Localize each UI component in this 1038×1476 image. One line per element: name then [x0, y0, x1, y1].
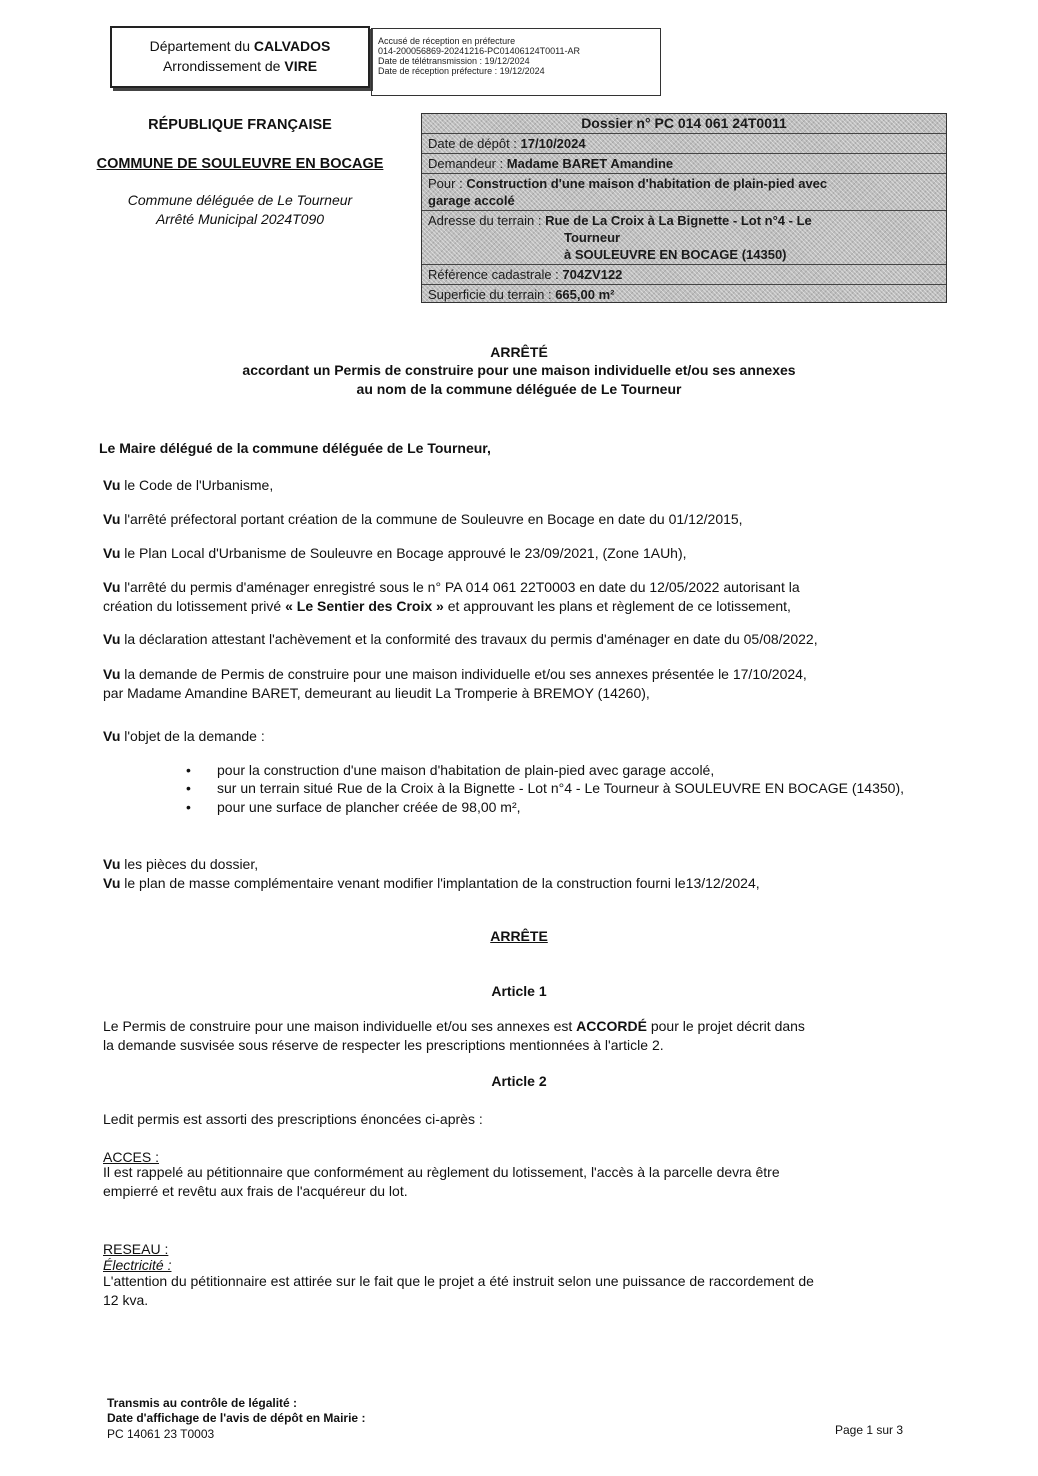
arrete-subtitle: accordant un Permis de construire pour une maison individuelle et/ou ses annexes: [242, 362, 796, 378]
vu-declaration-achevement: Vu la déclaration attestant l'achèvement et la conformité des travaux du permis d'aménager en date du 05/08/2022,: [103, 631, 818, 647]
dossier-reference-row: Référence cadastrale : 704ZV122: [422, 265, 946, 285]
article2-text: Ledit permis est assorti des prescriptions énoncées ci-après :: [103, 1111, 483, 1127]
dossier-demandeur-value: Madame BARET Amandine: [506, 156, 674, 171]
footer-reference: PC 14061 23 T0003: [107, 1427, 215, 1441]
stamp-line: Accusé de réception en préfecture: [378, 36, 516, 46]
dossier-superficie-row: Superficie du terrain : 665,00 m²: [428, 287, 615, 302]
lotissement-name: « Le Sentier des Croix »: [285, 598, 444, 614]
dossier-adresse-value: Rue de La Croix à La Bignette - Lot n°4 - Le: [545, 213, 812, 228]
dossier-pour-value: Construction d'une maison d'habitation de plain-pied avec: [466, 176, 828, 191]
dossier-reference-value: 704ZV122: [562, 267, 623, 282]
stamp-line: 014-200056869-20241216-PC01406124T0011-AR: [378, 46, 580, 56]
department-name: CALVADOS: [253, 38, 331, 54]
objet-list: [150, 762, 920, 816]
acces-heading: ACCES :: [103, 1149, 160, 1165]
commune-deleguee: Commune déléguée de Le Tourneur: [127, 192, 353, 208]
stamp-line: Date de télétransmission : 19/12/2024: [378, 56, 530, 66]
footer-date-affichage: Date d'affichage de l'avis de dépôt en Mairie :: [107, 1411, 366, 1425]
department-line: Département du CALVADOS: [149, 38, 331, 54]
dossier-adresse-row: Adresse du terrain : Rue de La Croix à La Bignette - Lot n°4 - Le Tourneur à SOULEUVRE EN BOCAGE (14350): [422, 211, 946, 265]
dossier-date-value: 17/10/2024: [520, 136, 586, 151]
arrete-title: ARRÊTÉ: [490, 344, 548, 360]
article1-text: Le Permis de construire pour une maison individuelle et/ou ses annexes est ACCORDÉ pour le projet décrit dans la demande susvisée sous réserve de respecter les prescriptions mentionnées à l'article 2.: [103, 1018, 805, 1053]
arrondissement-name: VIRE: [284, 58, 318, 74]
dossier-pour-value-cont: garage accolé: [428, 193, 515, 208]
dossier-pour-row: Pour : Construction d'une maison d'habitation de plain-pied avec garage accolé: [422, 174, 946, 211]
stamp-line: Date de réception préfecture : 19/12/2024: [378, 66, 545, 76]
page-number: Page 1 sur 3: [835, 1423, 904, 1437]
electricite-heading: Électricité :: [103, 1257, 172, 1273]
commune-heading: COMMUNE DE SOULEUVRE EN BOCAGE: [96, 156, 384, 172]
vu-objet: Vu l'objet de la demande :: [103, 728, 265, 744]
dossier-info-box: [421, 113, 947, 303]
dossier-superficie-value: 665,00 m²: [555, 287, 615, 302]
acces-text: Il est rappelé au pétitionnaire que conformément au règlement du lotissement, l'accès à la parcelle devra être empierré et revêtu aux frais de l'acquéreur du lot.: [103, 1164, 780, 1199]
article2-title: Article 2: [491, 1073, 547, 1089]
dossier-number: Dossier n° PC 014 061 24T0011: [422, 114, 946, 134]
vu-code-urbanisme: Vu le Code de l'Urbanisme,: [103, 477, 274, 493]
dossier-demandeur-row: Demandeur : Madame BARET Amandine: [422, 154, 946, 174]
dossier-adresse-value-cont: Tourneur: [564, 230, 621, 245]
commune-deleguee-name: Le Tourneur: [277, 192, 353, 208]
vu-demande: Vu la demande de Permis de construire pour une maison individuelle et/ou ses annexes présentée le 17/10/2024, par Madame Amandine BARET, demeurant au lieudit La Tromperie à BREMOY (14260),: [103, 666, 807, 701]
vu-plu: Vu le Plan Local d'Urbanisme de Souleuvre en Bocage approuvé le 23/09/2021, (Zone 1AUh),: [103, 545, 687, 561]
vu-permis-amenager: Vu l'arrêté du permis d'aménager enregistré sous le n° PA 014 061 22T0003 en date du 12/05/2022 autorisant la création du lotissement privé « Le Sentier des Croix » et approuvant les plans et règlement de ce lotissement,: [103, 579, 800, 614]
arrete-number: Arrêté Municipal 2024T090: [155, 211, 325, 227]
dossier-date-row: Date de dépôt : 17/10/2024: [422, 134, 946, 154]
department-box: [110, 26, 370, 88]
list-item: • sur un terrain situé Rue de la Croix à la Bignette - Lot n°4 - Le Tourneur à SOULEUVRE EN BOCAGE (14350),: [150, 780, 920, 797]
arrondissement-line: Arrondissement de VIRE: [162, 58, 318, 74]
arrete-heading: ARRÊTE: [490, 928, 548, 944]
electricite-text: L'attention du pétitionnaire est attirée sur le fait que le projet a été instruit selon une puissance de raccordement de 12 kva.: [103, 1273, 814, 1308]
maire-line: Le Maire délégué de la commune déléguée de Le Tourneur,: [99, 440, 491, 456]
dossier-adresse-commune: à SOULEUVRE EN BOCAGE (14350): [564, 247, 787, 262]
republique-heading: RÉPUBLIQUE FRANÇAISE: [148, 117, 332, 133]
accorde-label: ACCORDÉ: [576, 1018, 647, 1034]
list-item: • pour la construction d'une maison d'habitation de plain-pied avec garage accolé,: [150, 762, 920, 779]
vu-pieces: Vu les pièces du dossier, Vu le plan de masse complémentaire venant modifier l'implantation de la construction fourni le13/12/2024,: [103, 856, 760, 891]
prefecture-stamp: [371, 28, 661, 96]
arrete-subtitle-2: au nom de la commune déléguée de Le Tourneur: [356, 381, 682, 397]
reseau-heading: RESEAU :: [103, 1241, 169, 1257]
footer-transmis: Transmis au contrôle de légalité :: [107, 1396, 298, 1410]
vu-arrete-prefectoral: Vu l'arrêté préfectoral portant création de la commune de Souleuvre en Bocage en date du 01/12/2015,: [103, 511, 743, 527]
article1-title: Article 1: [491, 983, 547, 999]
list-item: • pour une surface de plancher créée de 98,00 m²,: [150, 799, 920, 816]
